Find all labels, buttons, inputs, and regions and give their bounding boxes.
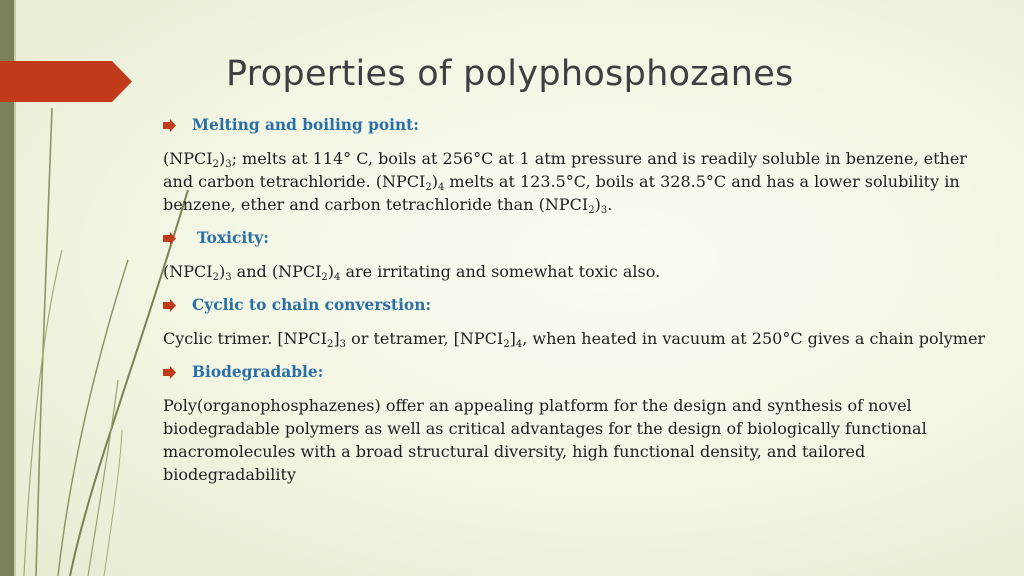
paragraph-toxicity: $(NPCI_2)_3$ and $(NPCI_2)_4$ are irritating and somewhat toxic also.: [163, 262, 661, 283]
arrow-bullet-icon: [163, 299, 176, 312]
title-accent-arrow: [0, 61, 132, 102]
paragraph-biodegradable: Poly(organophosphazenes) offer an appealing platform for the design and synthesis of novel biodegradable polymers as well as critical advantages for the design of biologically functional macromolecules with a broad structural diversity, high functional density, and tailored biodegradability: [163, 396, 927, 484]
slide-content: [163, 112, 993, 499]
paragraph-melting: $(NPCI_2)_3$; melts at 114° C, boils at 256°C at 1 atm pressure and is readily soluble in benzene, ether and carbon tetrachloride. $(NPCI_2)_4$ melts at 123.5°C, boils at 328.5°C and has a lower solubility in benzene, ether and carbon tetrachloride than $(NPCI_2)_3$.: [163, 149, 967, 216]
slide-title: Properties of polyphosphozanes: [226, 54, 794, 94]
section-heading-label: Toxicity:: [197, 229, 269, 247]
section-heading-biodegradable: [163, 363, 993, 381]
section-heading-melting: [163, 116, 993, 134]
section-heading-toxicity: [163, 229, 993, 247]
arrow-bullet-icon: [163, 119, 176, 132]
arrow-bullet-icon: [163, 366, 176, 379]
paragraph-cyclic: Cyclic trimer. $[NPCI_2]_3$ or tetramer, $[NPCI_2]_4$, when heated in vacuum at 250°C gives a chain polymer: [163, 329, 986, 350]
section-heading-label: Melting and boiling point:: [192, 116, 419, 134]
section-heading-label: Biodegradable:: [192, 363, 324, 381]
arrow-bullet-icon: [163, 232, 176, 245]
section-heading-cyclic: [163, 296, 993, 314]
section-heading-label: Cyclic to chain converstion:: [192, 296, 432, 314]
